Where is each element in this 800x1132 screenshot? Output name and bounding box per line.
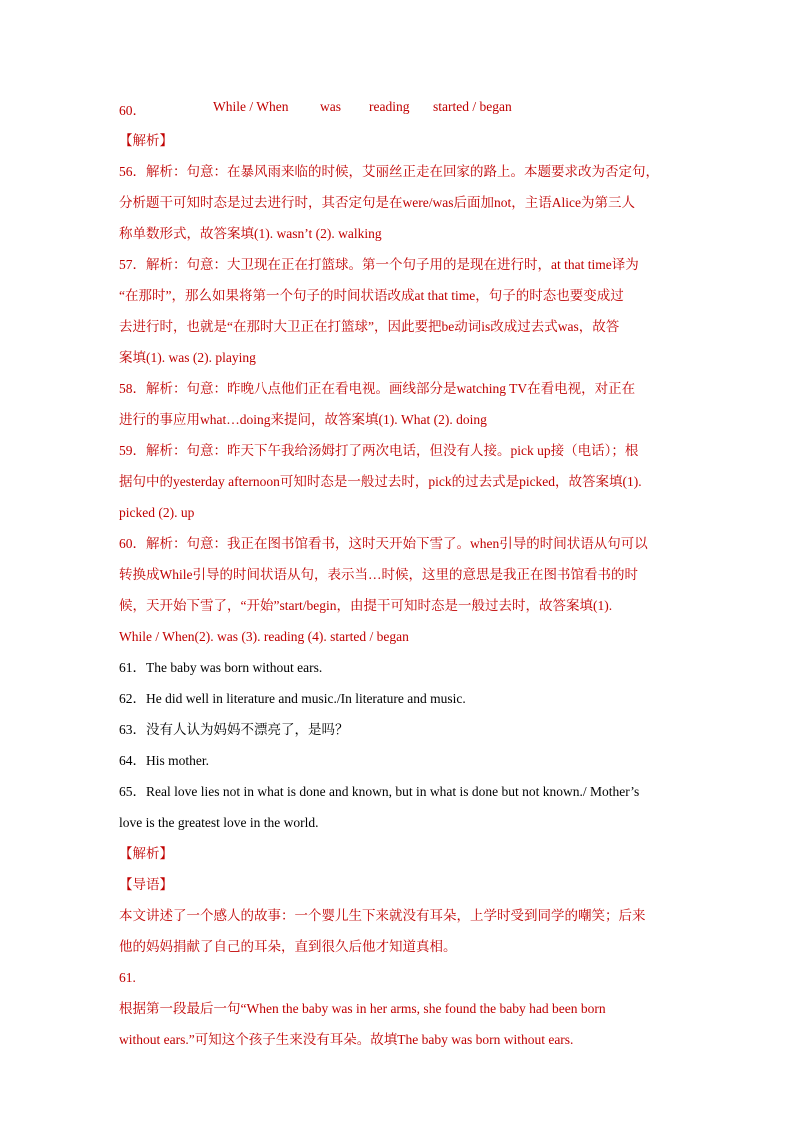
q61-analysis-line: 根据第一段最后一句“When the baby was in her arms, she found the baby had been born [119, 1001, 606, 1016]
q56-analysis-line: 56．解析：句意：在暴风雨来临的时候，艾丽丝正走在回家的路上。本题要求改为否定句， [119, 164, 659, 179]
q60-analysis-line: 候，天开始下雪了，“开始”start/begin，由提干可知时态是一般过去时，故答案填(1). [119, 598, 613, 613]
q59-analysis-line: 59．解析：句意：昨天下午我给汤姆打了两次电话，但没有人接。pick up接（电话）；根 [119, 443, 639, 458]
answer-blank-3: reading [369, 99, 410, 114]
q60-analysis-line: 60．解析：句意：我正在图书馆看书，这时天开始下雪了。when引导的时间状语从句可以 [119, 536, 648, 551]
q57-analysis-line: 57．解析：句意：大卫现在正在打篮球。第一个句子用的是现在进行时，at that time译为 [119, 257, 639, 272]
intro-line: 本文讲述了一个感人的故事：一个婴儿生下来就没有耳朵，上学时受到同学的嘲笑；后来 [119, 908, 646, 923]
answer-row-60 [119, 99, 679, 119]
analysis-heading: 【解析】 [119, 846, 173, 861]
answer-blank-1: While / When [213, 99, 289, 114]
q58-analysis-line: 58．解析：句意：昨晚八点他们正在看电视。画线部分是watching TV在看电视，对正在 [119, 381, 636, 396]
q57-analysis-line: 案填(1). was (2). playing [119, 350, 256, 365]
answer-65-line: 65．Real love lies not in what is done and known, but in what is done but not known./ Mother’s [119, 784, 640, 799]
q59-analysis-line: 据句中的yesterday afternoon可知时态是一般过去时，pick的过去式是picked，故答案填(1). [119, 474, 642, 489]
answer-61: 61．The baby was born without ears. [119, 660, 323, 675]
q57-analysis-line: “在那时”，那么如果将第一个句子的时间状语改成at that time，句子的时态也要变成过 [119, 288, 624, 303]
analysis-heading: 【解析】 [119, 133, 173, 148]
answer-blank-4: started / began [433, 99, 512, 114]
answer-number: 60． [119, 103, 146, 118]
q61-analysis-line: without ears.”可知这个孩子生来没有耳朵。故填The baby was born without ears. [119, 1032, 574, 1047]
answer-62: 62．He did well in literature and music./In literature and music. [119, 691, 466, 706]
q60-analysis-line: While / When(2). was (3). reading (4). started / began [119, 629, 409, 644]
q60-analysis-line: 转换成While引导的时间状语从句，表示当…时候，这里的意思是我正在图书馆看书的时 [119, 567, 638, 582]
q56-analysis-line: 称单数形式，故答案填(1). wasn’t (2). walking [119, 226, 382, 241]
q56-analysis-line: 分析题干可知时态是过去进行时，其否定句是在were/was后面加not，主语Alice为第三人 [119, 195, 635, 210]
intro-line: 他的妈妈捐献了自己的耳朵，直到很久后他才知道真相。 [119, 939, 457, 954]
answer-63: 63．没有人认为妈妈不漂亮了，是吗？ [119, 722, 349, 737]
lead-heading: 【导语】 [119, 877, 173, 892]
document-body [119, 125, 685, 1055]
q58-analysis-line: 进行的事应用what…doing来提问，故答案填(1). What (2). doing [119, 412, 487, 427]
q59-analysis-line: picked (2). up [119, 505, 195, 520]
answer-blank-2: was [320, 99, 341, 114]
q61-heading: 61. [119, 970, 136, 985]
q57-analysis-line: 去进行时，也就是“在那时大卫正在打篮球”，因此要把be动词is改成过去式was，故答 [119, 319, 620, 334]
answer-65-line: love is the greatest love in the world. [119, 815, 319, 830]
answer-64: 64．His mother. [119, 753, 209, 768]
